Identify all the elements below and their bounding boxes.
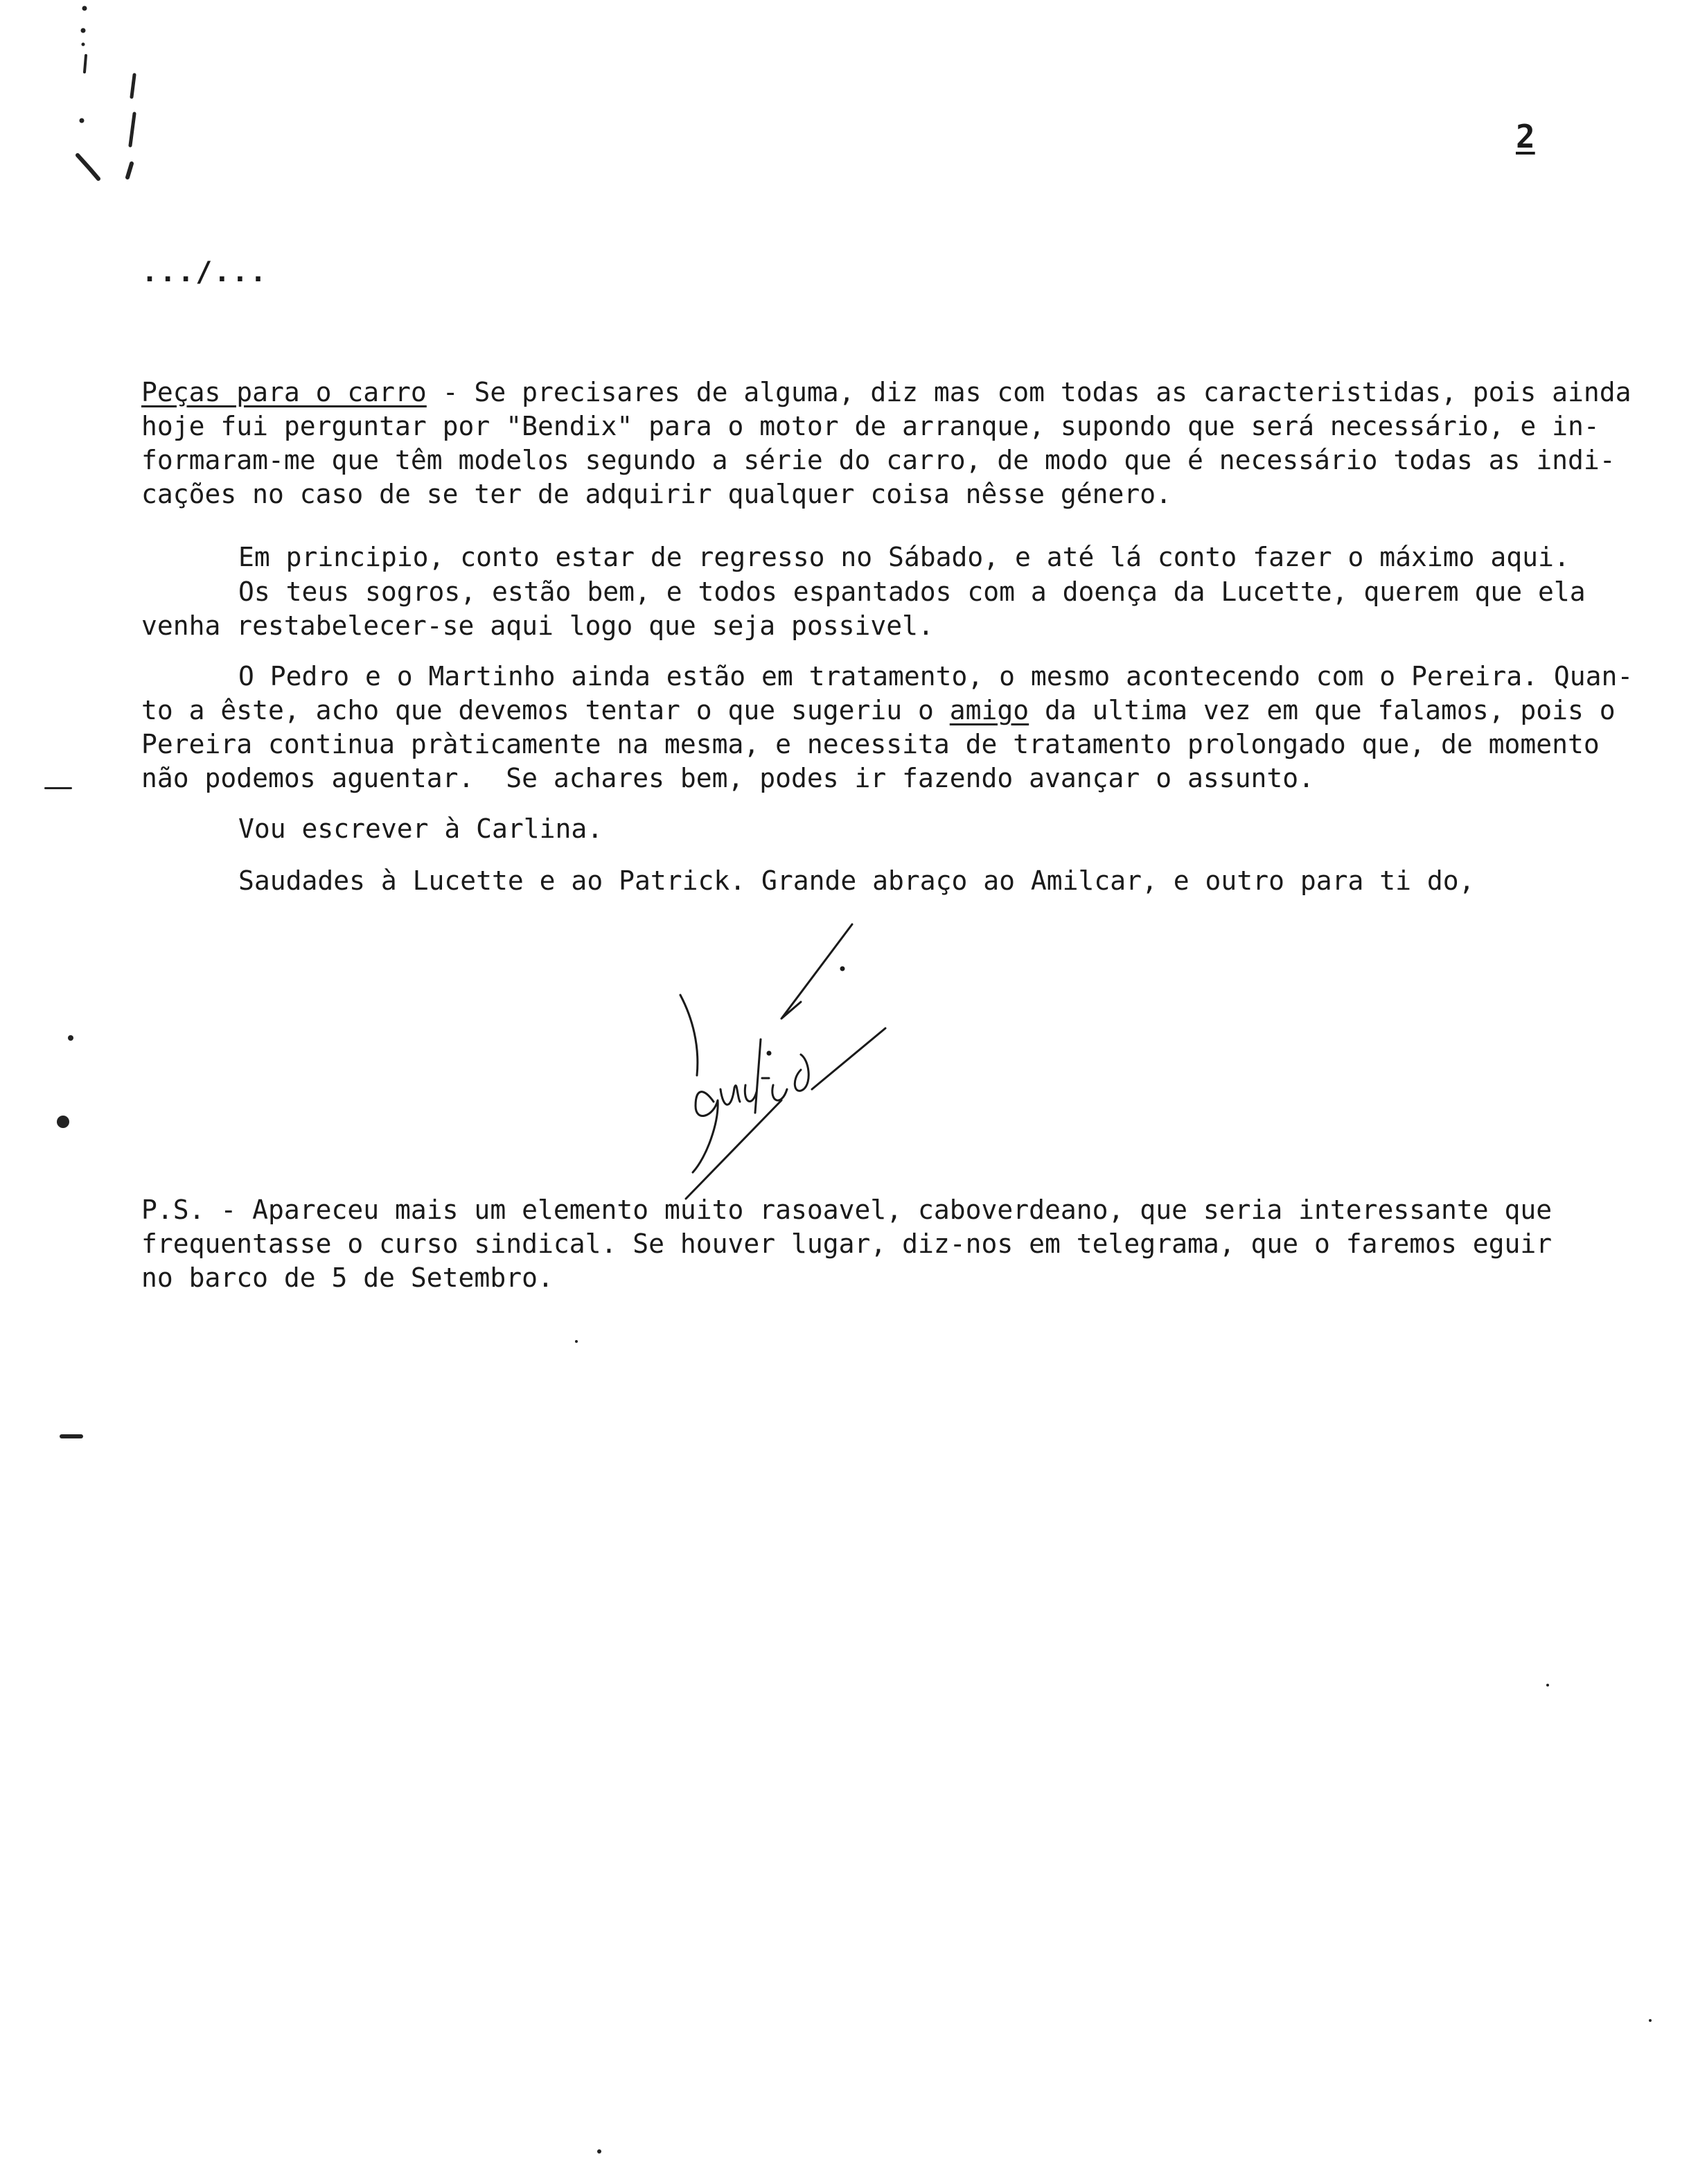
underlined-word: amigo	[949, 695, 1029, 725]
paragraph-treatment	[141, 660, 1683, 795]
ink-speck	[68, 1035, 73, 1041]
paragraph-write-carlina: Vou escrever à Carlina.	[238, 813, 603, 844]
ink-speck	[44, 787, 72, 789]
punch-hole-marks	[62, 0, 159, 194]
paragraph-line: venha restabelecer-se aqui logo que seja possivel.	[141, 610, 934, 641]
paragraph-line: da ultima vez em que falamos, pois o	[1029, 695, 1616, 725]
paragraph-heading: Peças para o carro	[141, 377, 427, 407]
ink-speck	[1649, 2019, 1652, 2022]
paragraph-line: hoje fui perguntar por "Bendix" para o motor de arranque, supondo que será necessário, e in-	[141, 411, 1600, 441]
ink-speck	[575, 1340, 578, 1343]
ink-speck	[1546, 1684, 1549, 1687]
paragraph-closing: Saudades à Lucette e ao Patrick. Grande abraço ao Amilcar, e outro para ti do,	[238, 865, 1475, 896]
ink-speck	[597, 2149, 601, 2154]
paragraph-line: formaram-me que têm modelos segundo a série do carro, de modo que é necessário todas as indi-	[141, 445, 1616, 475]
paragraph-return: Em principio, conto estar de regresso no Sábado, e até lá conto fazer o máximo aqui.	[238, 542, 1570, 572]
ink-speck	[57, 1116, 69, 1128]
postscript-line: P.S. - Apareceu mais um elemento muito rasoavel, caboverdeano, que seria interessante que	[141, 1195, 1553, 1225]
paragraph-line: to a êste, acho que devemos tentar o que sugeriu o	[141, 695, 950, 725]
postscript	[141, 1193, 1683, 1295]
continuation-mark: .../...	[141, 256, 268, 288]
paragraph-line: Os teus sogros, estão bem, e todos espantados com a doença da Lucette, querem que ela	[238, 576, 1586, 607]
postscript-line: frequentasse o curso sindical. Se houver lugar, diz-nos em telegrama, que o faremos eguir	[141, 1228, 1553, 1259]
handwritten-signature	[665, 915, 928, 1206]
paragraph-line: não podemos aguentar. Se achares bem, podes ir fazendo avançar o assunto.	[141, 763, 1314, 793]
paragraph-car-parts	[141, 376, 1683, 511]
paragraph-in-laws	[141, 575, 1683, 643]
paragraph-line: Pereira continua pràticamente na mesma, e necessita de tratamento prolongado que, de momento	[141, 729, 1600, 759]
postscript-line: no barco de 5 de Setembro.	[141, 1262, 554, 1293]
page-number: 2	[1516, 118, 1535, 155]
ink-speck	[60, 1434, 83, 1438]
paragraph-text: - Se precisares de alguma, diz mas com todas as caracteristidas, pois ainda	[426, 377, 1631, 407]
paragraph-line: O Pedro e o Martinho ainda estão em tratamento, o mesmo acontecendo com o Pereira. Quan-	[238, 661, 1634, 692]
paragraph-line: cações no caso de se ter de adquirir qualquer coisa nêsse género.	[141, 479, 1172, 509]
